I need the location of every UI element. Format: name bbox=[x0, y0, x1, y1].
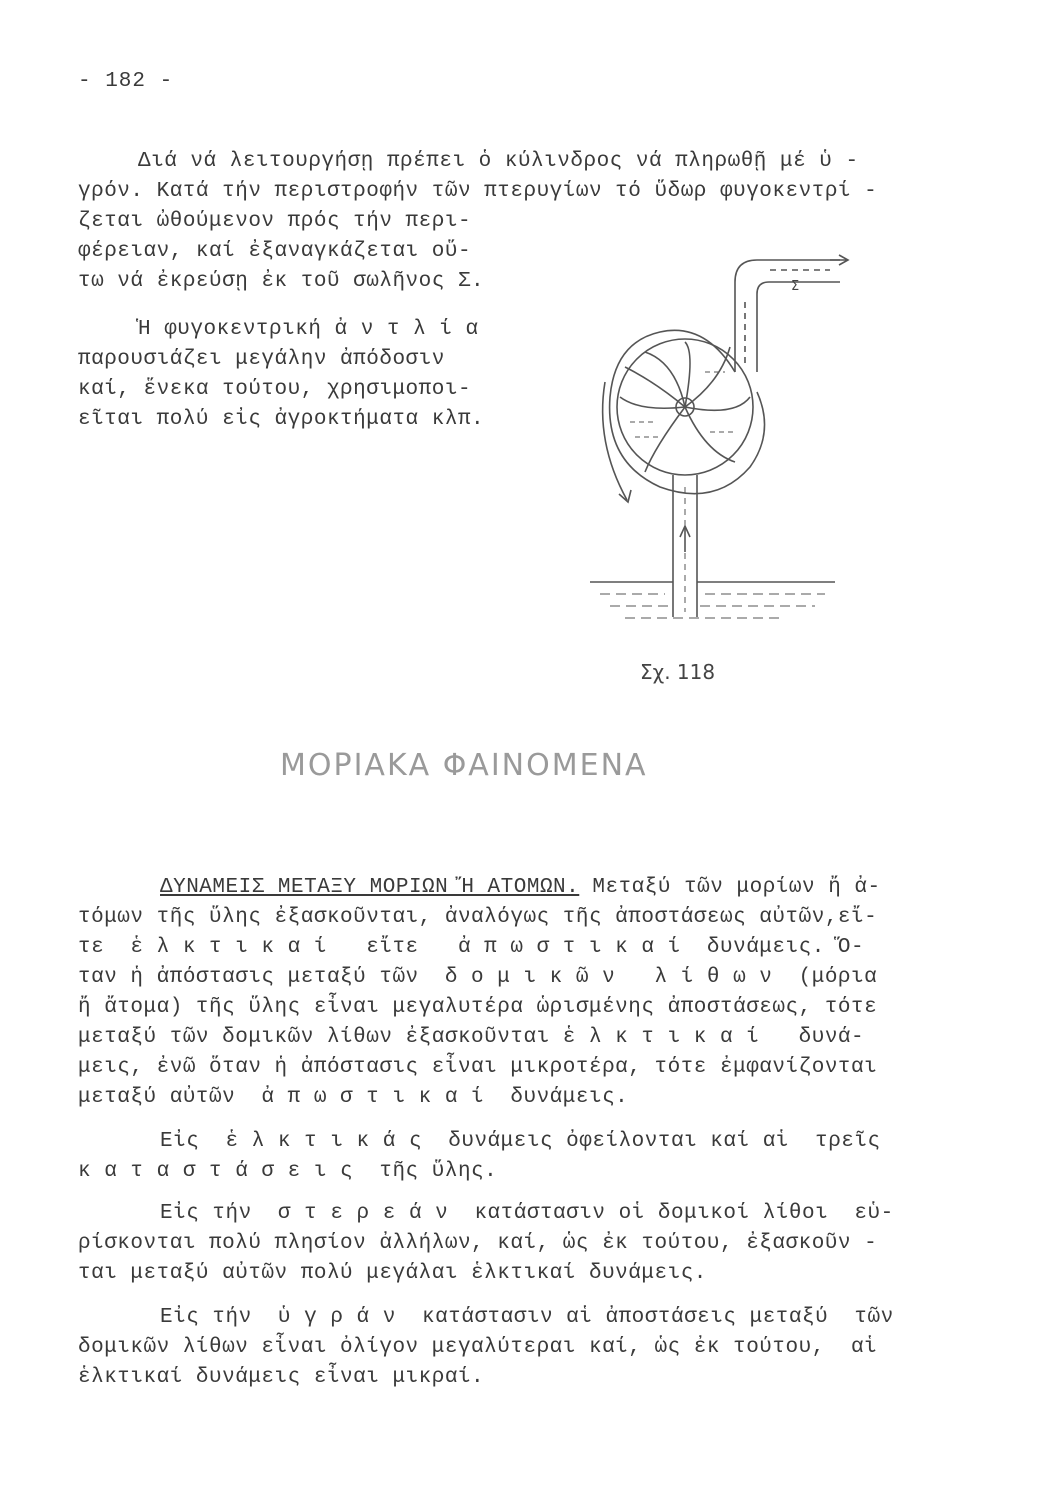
forces-line: μεις, ἐνῶ ὅταν ἡ ἀπόστασις εἶναι μικροτέρα, τότε ἐμφανίζονται bbox=[78, 1056, 878, 1079]
forces-line: μεταξύ τῶν δομικῶν λίθων ἐξασκοῦνται ἑ λ κ τ ι κ α ί δυνά- bbox=[78, 1026, 865, 1049]
liquid-line: δομικῶν λίθων εἶναι ὀλίγον μεγαλύτεραι καί, ὡς ἐκ τούτου, αἱ bbox=[78, 1336, 878, 1359]
pump-line: εῖται πολύ εἰς ἀγροκτήματα κλπ. bbox=[78, 408, 485, 431]
forces-line: μεταξύ αὐτῶν ἀ π ω σ τ ι κ α ί δυνάμεις. bbox=[78, 1086, 629, 1109]
page-number: - 182 - bbox=[78, 70, 174, 93]
forces-line: τόμων τῆς ὕλης ἐξασκοῦνται, ἀναλόγως τῆς ἀποστάσεως αὐτῶν,εἴ- bbox=[78, 906, 878, 929]
states-line: Εἰς ἑ λ κ τ ι κ ά ς δυνάμεις ὀφείλονται καί αἱ τρεῖς bbox=[160, 1130, 881, 1153]
intro-line: Διά νά λειτουργήσῃ πρέπει ὁ κύλινδρος νά πληρωθῇ μέ ὑ - bbox=[138, 150, 859, 173]
intro-line: φέρειαν, καί ἐξαναγκάζεται οὕ- bbox=[78, 240, 472, 263]
intro-line: ζεται ὠθούμενον πρός τήν περι- bbox=[78, 210, 472, 233]
intro-line: γρόν. Κατά τήν περιστροφήν τῶν πτερυγίων τό ὕδωρ φυγοκεντρί - bbox=[78, 180, 878, 203]
pump-line: καί, ἕνεκα τούτου, χρησιμοποι- bbox=[78, 378, 472, 401]
forces-title: ΔΥΝΑΜΕΙΣ ΜΕΤΑΞΥ ΜΟΡΙΩΝ Ἤ ΑΤΟΜΩΝ. bbox=[160, 876, 580, 899]
figure-caption: Σχ. 118 bbox=[640, 660, 716, 684]
liquid-line: ἑλκτικαί δυνάμεις εἶναι μικραί. bbox=[78, 1366, 485, 1389]
outlet-pipe bbox=[735, 260, 840, 372]
forces-line: ἤ ἄτομα) τῆς ὕλης εἶναι μεγαλυτέρα ὡρισμένης ἀποστάσεως, τότε bbox=[78, 996, 878, 1019]
forces-line: ταν ἡ ἀπόστασις μεταξύ τῶν δ ο μ ι κ ῶ ν λ ί θ ω ν (μόρια bbox=[78, 966, 878, 989]
liquid-line: Εἰς τήν ὑ γ ρ ά ν κατάστασιν αἱ ἀποστάσεις μεταξύ τῶν bbox=[160, 1306, 894, 1329]
outlet-label: Σ bbox=[791, 279, 800, 294]
solid-line: ται μεταξύ αὐτῶν πολύ μεγάλαι ἑλκτικαί δυνάμεις. bbox=[78, 1262, 707, 1285]
forces-first-line-rest: Μεταξύ τῶν μορίων ἤ ἀ- bbox=[579, 876, 881, 899]
intro-line: τω νά ἐκρεύσῃ ἐκ τοῦ σωλῆνος Σ. bbox=[78, 270, 485, 293]
forces-first-line bbox=[160, 876, 881, 900]
forces-line: τε ἑ λ κ τ ι κ α ί εἴτε ἀ π ω σ τ ι κ α ί δυνάμεις. Ὅ- bbox=[78, 936, 865, 959]
solid-line: ρίσκονται πολύ πλησίον ἀλλήλων, καί, ὡς ἐκ τούτου, ἐξασκοῦν - bbox=[78, 1232, 878, 1255]
states-line: κ α τ α σ τ ά σ ε ι ς τῆς ὕλης. bbox=[78, 1160, 498, 1183]
centrifugal-pump-figure bbox=[585, 232, 895, 652]
pump-line: Ἡ φυγοκεντρική ἀ ν τ λ ί α bbox=[138, 318, 479, 341]
solid-line: Εἰς τήν σ τ ε ρ ε ά ν κατάστασιν οἱ δομικοί λίθοι εὑ- bbox=[160, 1202, 894, 1225]
section-heading: ΜΟΡΙΑΚΑ ΦΑΙΝΟΜΕΝΑ bbox=[280, 748, 648, 783]
pump-line: παρουσιάζει μεγάλην ἀπόδοσιν bbox=[78, 348, 445, 371]
